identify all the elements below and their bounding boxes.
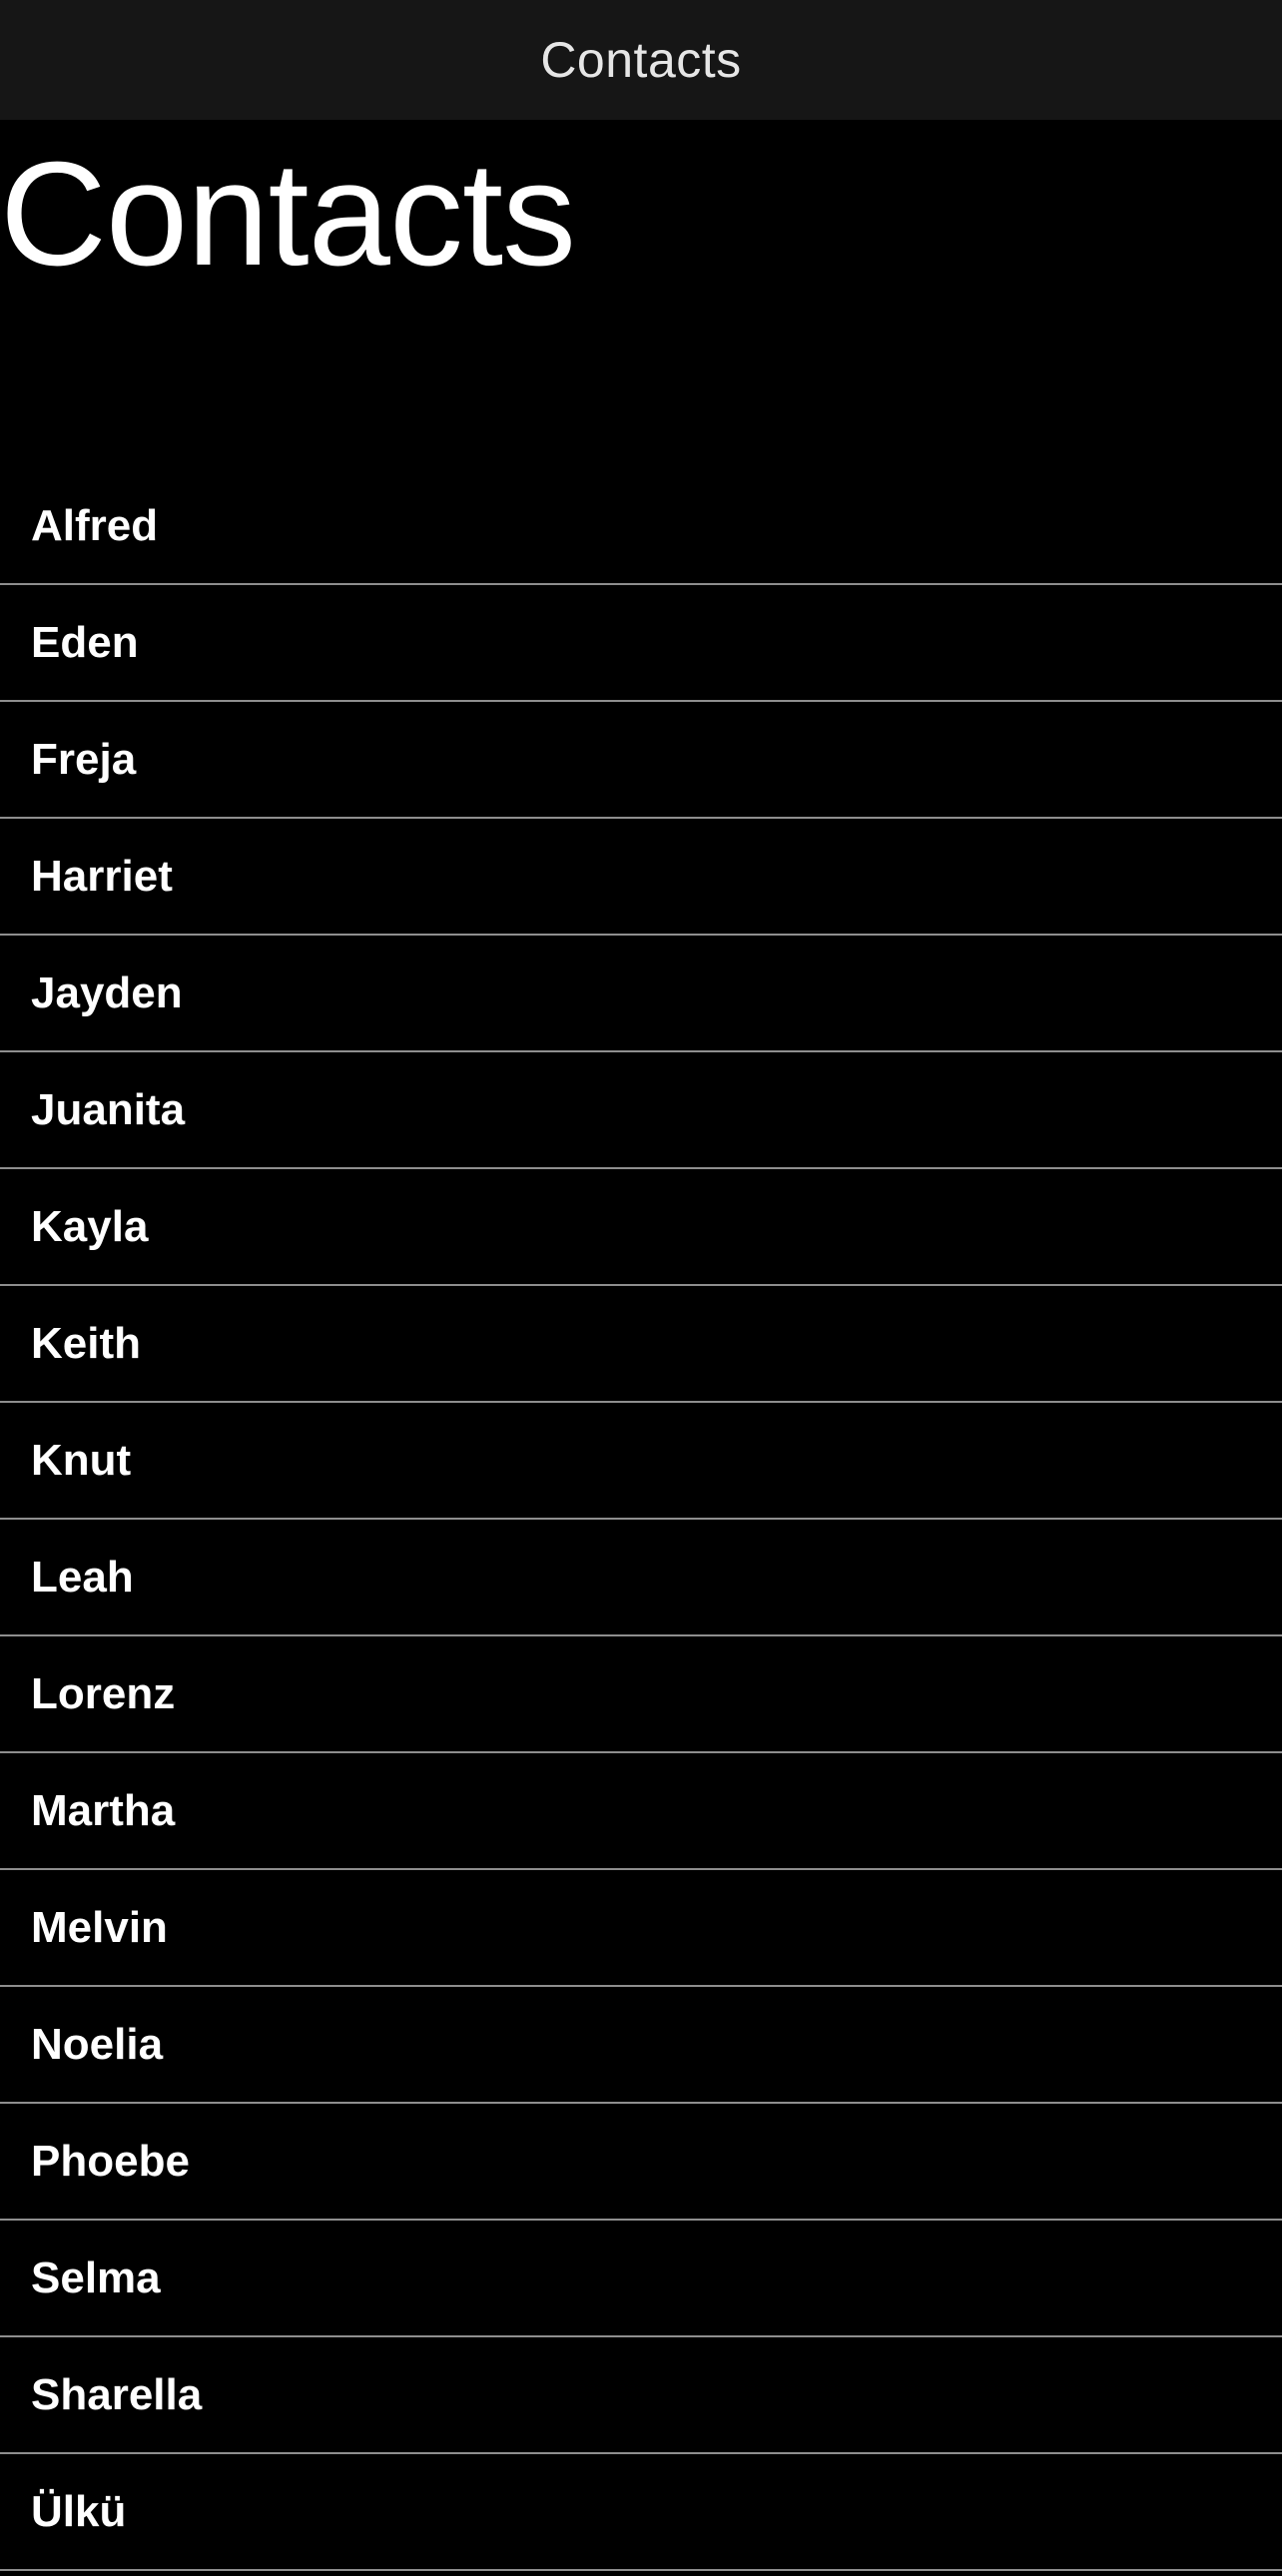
contact-list (0, 468, 1282, 2571)
list-item[interactable] (0, 936, 1282, 1052)
list-item[interactable] (0, 2337, 1282, 2454)
contact-name: Leah (31, 1552, 134, 1602)
list-item[interactable] (0, 1052, 1282, 1169)
contact-name: Lorenz (31, 1668, 176, 1718)
list-item[interactable] (0, 1169, 1282, 1286)
contact-name: Juanita (31, 1084, 186, 1134)
contact-name: Eden (31, 617, 139, 667)
contact-name: Sharella (31, 2369, 203, 2419)
contact-name: Ülkü (31, 2486, 127, 2536)
contact-name: Kayla (31, 1201, 149, 1251)
navigation-bar (0, 0, 1282, 120)
list-item[interactable] (0, 468, 1282, 585)
list-item[interactable] (0, 1870, 1282, 1987)
list-item[interactable] (0, 819, 1282, 936)
list-item[interactable] (0, 2454, 1282, 2571)
contact-name: Phoebe (31, 2136, 190, 2186)
list-item[interactable] (0, 2221, 1282, 2337)
page-title: Contacts (0, 132, 576, 297)
list-item[interactable] (0, 1520, 1282, 1636)
list-item[interactable] (0, 1403, 1282, 1520)
contact-name: Jayden (31, 967, 183, 1017)
list-item[interactable] (0, 2104, 1282, 2221)
list-item[interactable] (0, 1636, 1282, 1753)
contact-name: Alfred (31, 500, 159, 550)
list-item[interactable] (0, 702, 1282, 819)
contact-name: Freja (31, 734, 137, 784)
contact-name: Selma (31, 2253, 161, 2302)
list-item[interactable] (0, 1286, 1282, 1403)
contact-name: Knut (31, 1435, 132, 1485)
list-item[interactable] (0, 585, 1282, 702)
contact-name: Keith (31, 1318, 141, 1368)
contact-name: Martha (31, 1785, 176, 1835)
list-item[interactable] (0, 1987, 1282, 2104)
contact-name: Melvin (31, 1902, 168, 1952)
nav-title: Contacts (540, 32, 742, 88)
list-item[interactable] (0, 1753, 1282, 1870)
contact-name: Noelia (31, 2019, 164, 2069)
contact-name: Harriet (31, 851, 173, 901)
